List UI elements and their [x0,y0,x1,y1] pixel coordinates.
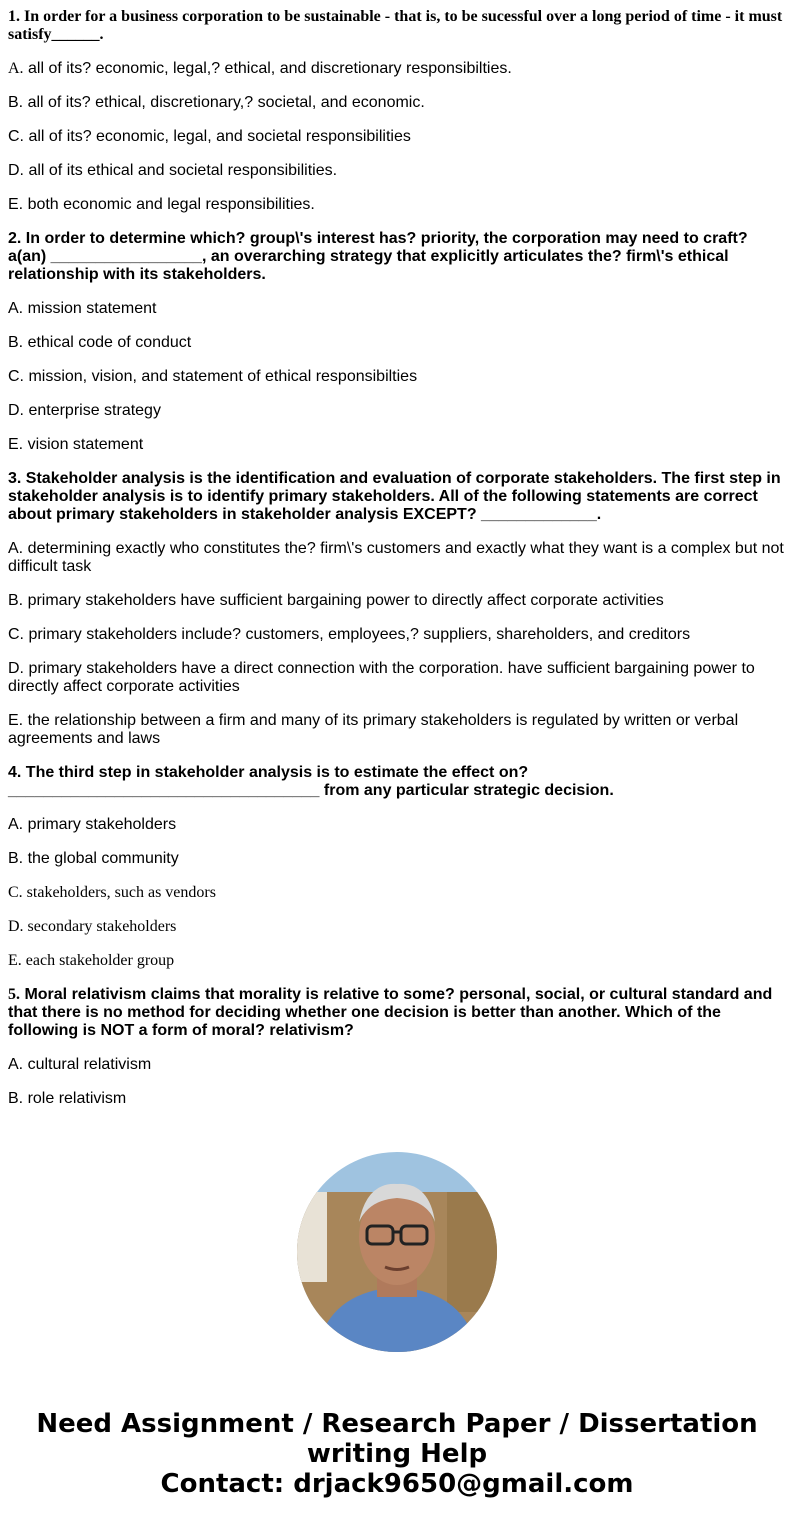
option-1c: C. all of its? economic, legal, and societal responsibilities [8,128,411,145]
option-2c: C. mission, vision, and statement of ethical responsibilties [8,368,418,385]
option-3a: A. determining exactly who constitutes the? firm\'s customers and exactly what they want is a complex but not difficult task [8,540,784,575]
option-1b: B. all of its? ethical, discretionary,? societal, and economic. [8,94,425,111]
option-3e: E. the relationship between a firm and many of its primary stakeholders is regulated by written or verbal agreements and laws [8,712,739,747]
option-1e: E. both economic and legal responsibilities. [8,196,315,213]
option-5a: A. cultural relativism [8,1056,152,1073]
question-4: 4. The third step in stakeholder analysis is to estimate the effect on? ___________________________________ from any particular strategic decision. [8,764,614,799]
question-text: Moral relativism claims that morality is relative to some? personal, social, or cultural standard and that there is no method for deciding whether one decision is better than another. Which of the following is NOT a form of moral? relativism? [8,986,773,1039]
question-3: 3. Stakeholder analysis is the identification and evaluation of corporate stakeholders. The first step in stakeholder analysis is to identify primary stakeholders. All of the following statements are correct about primary stakeholders in stakeholder analysis EXCEPT? _____________. [8,470,781,523]
question-5 [8,986,786,1040]
option-4c: C. stakeholders, such as vendors [8,884,216,901]
option-3b: B. primary stakeholders have sufficient bargaining power to directly affect corporate activities [8,592,664,609]
option-1a [8,60,786,78]
footer-contact: Contact: drjack9650@gmail.com [160,1469,634,1499]
author-photo-container [8,1152,786,1357]
option-4a: A. primary stakeholders [8,816,177,833]
option-2a: A. mission statement [8,300,157,317]
question-1: 1. In order for a business corporation to be sustainable - that is, to be sucessful over a long period of time - it must satisfy______. [8,8,783,43]
question-2: 2. In order to determine which? group\'s interest has? priority, the corporation may need to craft? a(an) _________________, an overarching strategy that explicitly articulates the? firm\'s ethical relationship with its stakeholders. [8,230,748,283]
option-5b: B. role relativism [8,1090,127,1107]
option-4e: E. each stakeholder group [8,952,175,969]
footer-headline: Need Assignment / Research Paper / Dissertation writing Help [36,1409,758,1469]
question-number: 5. [8,986,20,1003]
option-2e: E. vision statement [8,436,144,453]
option-2d: D. enterprise strategy [8,402,161,419]
contact-footer [8,1409,786,1499]
option-3c: C. primary stakeholders include? customers, employees,? suppliers, shareholders, and creditors [8,626,691,643]
option-3d: D. primary stakeholders have a direct connection with the corporation. have sufficient bargaining power to directly affect corporate activities [8,660,755,695]
option-1d: D. all of its ethical and societal responsibilities. [8,162,338,179]
option-2b: B. ethical code of conduct [8,334,192,351]
option-4d: D. secondary stakeholders [8,918,177,935]
option-4b: B. the global community [8,850,179,867]
option-letter: A. [8,60,24,77]
author-photo [297,1152,497,1352]
option-text: all of its? economic, legal,? ethical, and discretionary responsibilties. [23,60,512,77]
